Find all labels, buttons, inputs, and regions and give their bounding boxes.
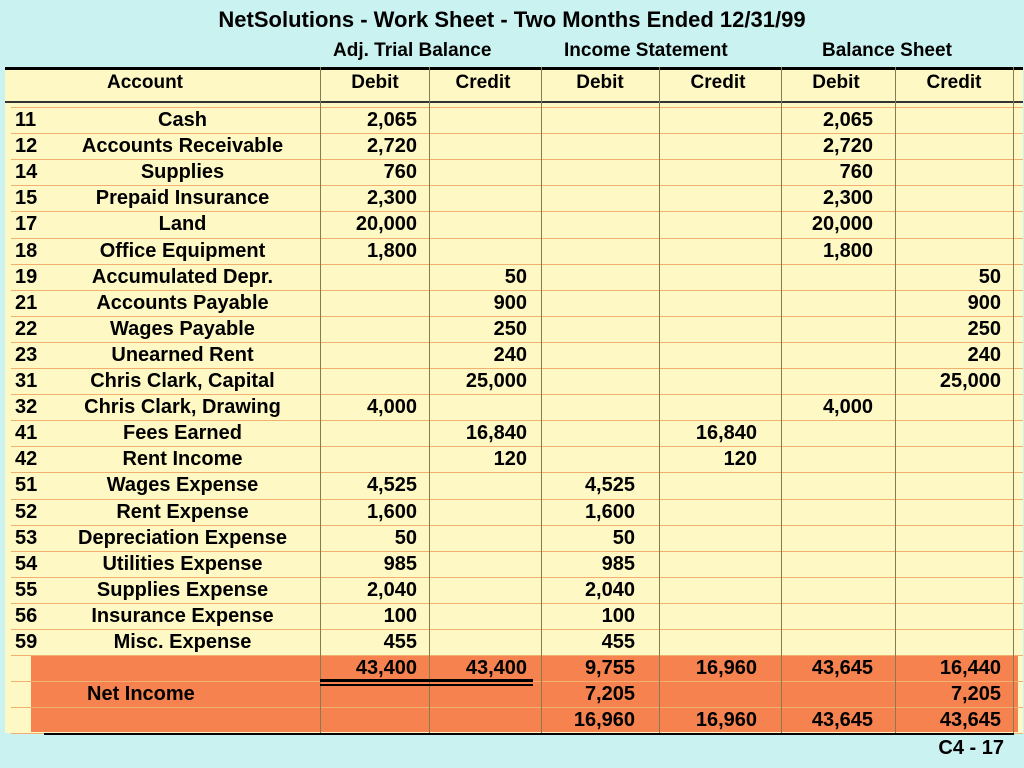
amount-cell: 4,000 bbox=[822, 396, 873, 419]
account-number: 51 bbox=[15, 474, 38, 497]
account-name: Rent Income bbox=[122, 448, 243, 471]
account-name: Misc. Expense bbox=[113, 631, 252, 653]
worksheet-table bbox=[5, 67, 1023, 733]
total-cell: 43,645 bbox=[939, 709, 1001, 732]
totals-label: Net Income bbox=[87, 683, 195, 706]
account-name: Prepaid Insurance bbox=[95, 187, 270, 210]
account-number: 21 bbox=[15, 291, 38, 314]
total-cell: 16,960 bbox=[695, 657, 757, 680]
total-cell: 43,400 bbox=[355, 657, 417, 680]
account-number: 53 bbox=[15, 526, 38, 549]
account-name: Rent Expense bbox=[116, 500, 249, 523]
account-number: 52 bbox=[15, 500, 38, 523]
account-name: Chris Clark, Drawing bbox=[84, 396, 281, 419]
amount-cell: 250 bbox=[967, 317, 1001, 340]
total-cell: 43,645 bbox=[811, 657, 873, 680]
account-name: Wages Expense bbox=[106, 474, 259, 497]
total-cell: 16,960 bbox=[695, 709, 757, 732]
amount-cell: 25,000 bbox=[939, 370, 1001, 392]
account-number: 42 bbox=[15, 448, 38, 471]
amount-cell: 2,065 bbox=[822, 109, 873, 131]
col-header-is-credit: Credit bbox=[690, 72, 746, 93]
column-rule bbox=[659, 67, 660, 733]
total-cell: 9,755 bbox=[584, 657, 635, 680]
amount-cell: 1,600 bbox=[584, 500, 635, 523]
amount-cell: 120 bbox=[493, 448, 527, 471]
account-name: Unearned Rent bbox=[111, 343, 254, 366]
amount-cell: 985 bbox=[601, 552, 635, 575]
amount-cell: 2,720 bbox=[366, 135, 417, 158]
total-cell: 43,400 bbox=[465, 657, 527, 680]
amount-cell: 50 bbox=[978, 265, 1001, 288]
account-name: Cash bbox=[158, 109, 207, 131]
top-rule bbox=[5, 67, 1023, 70]
account-name: Accounts Payable bbox=[96, 291, 269, 314]
total-cell: 43,645 bbox=[811, 709, 873, 732]
amount-cell: 50 bbox=[504, 265, 527, 288]
account-number: 19 bbox=[15, 265, 38, 288]
total-cell: 7,205 bbox=[950, 683, 1001, 706]
amount-cell: 20,000 bbox=[355, 213, 417, 236]
column-rule bbox=[429, 67, 430, 733]
col-header-tb-debit: Debit bbox=[351, 72, 399, 93]
amount-cell: 20,000 bbox=[811, 213, 873, 236]
amount-cell: 4,525 bbox=[584, 474, 635, 497]
total-cell: 16,960 bbox=[573, 709, 635, 732]
amount-cell: 120 bbox=[723, 448, 757, 471]
amount-cell: 2,300 bbox=[366, 187, 417, 210]
col-header-bs-credit: Credit bbox=[926, 72, 982, 93]
col-header-is-debit: Debit bbox=[576, 72, 624, 93]
account-name: Wages Payable bbox=[110, 317, 255, 340]
bottom-rule bbox=[44, 733, 1014, 735]
total-cell: 7,205 bbox=[584, 683, 635, 706]
column-rule bbox=[1013, 67, 1014, 733]
account-number: 56 bbox=[15, 604, 38, 627]
amount-cell: 50 bbox=[612, 526, 635, 549]
amount-cell: 2,065 bbox=[366, 109, 417, 131]
group-header-trial-balance: Adj. Trial Balance bbox=[333, 40, 492, 61]
account-number: 12 bbox=[15, 135, 38, 158]
account-number: 31 bbox=[15, 370, 38, 392]
amount-cell: 4,000 bbox=[366, 396, 417, 419]
amount-cell: 250 bbox=[493, 317, 527, 340]
amount-cell: 900 bbox=[967, 291, 1001, 314]
account-name: Depreciation Expense bbox=[78, 526, 287, 549]
amount-cell: 455 bbox=[383, 631, 417, 653]
account-name: Office Equipment bbox=[99, 239, 266, 262]
col-header-account: Account bbox=[107, 72, 183, 93]
group-header-income-statement: Income Statement bbox=[564, 40, 728, 61]
account-number: 14 bbox=[15, 161, 38, 184]
account-name: Insurance Expense bbox=[91, 604, 274, 627]
amount-cell: 2,300 bbox=[822, 187, 873, 210]
account-name: Supplies bbox=[140, 161, 225, 184]
account-name: Accounts Receivable bbox=[81, 135, 284, 158]
slide-number: C4 - 17 bbox=[938, 737, 1004, 759]
account-name: Chris Clark, Capital bbox=[90, 370, 275, 392]
account-name: Land bbox=[158, 213, 207, 236]
account-number: 15 bbox=[15, 187, 38, 210]
page-title: NetSolutions - Work Sheet - Two Months Ended 12/31/99 bbox=[218, 7, 806, 32]
amount-cell: 100 bbox=[383, 604, 417, 627]
amount-cell: 4,525 bbox=[366, 474, 417, 497]
amount-cell: 2,040 bbox=[366, 578, 417, 601]
account-name: Supplies Expense bbox=[96, 578, 269, 601]
account-number: 54 bbox=[15, 552, 38, 575]
amount-cell: 16,840 bbox=[695, 422, 757, 445]
total-cell: 16,440 bbox=[939, 657, 1001, 680]
amount-cell: 2,720 bbox=[822, 135, 873, 158]
header-rule bbox=[5, 101, 1023, 103]
amount-cell: 985 bbox=[383, 552, 417, 575]
amount-cell: 1,800 bbox=[366, 239, 417, 262]
col-header-bs-debit: Debit bbox=[812, 72, 860, 93]
account-number: 17 bbox=[15, 213, 38, 236]
amount-cell: 900 bbox=[493, 291, 527, 314]
amount-cell: 25,000 bbox=[465, 370, 527, 392]
account-name: Accumulated Depr. bbox=[91, 265, 274, 288]
col-header-tb-credit: Credit bbox=[455, 72, 511, 93]
double-underline bbox=[320, 679, 533, 682]
account-name: Utilities Expense bbox=[102, 552, 263, 575]
account-number: 32 bbox=[15, 396, 38, 419]
amount-cell: 240 bbox=[967, 343, 1001, 366]
account-number: 23 bbox=[15, 343, 38, 366]
amount-cell: 100 bbox=[601, 604, 635, 627]
amount-cell: 760 bbox=[839, 161, 873, 184]
account-number: 11 bbox=[15, 109, 37, 131]
amount-cell: 240 bbox=[493, 343, 527, 366]
amount-cell: 760 bbox=[383, 161, 417, 184]
column-rule bbox=[895, 67, 896, 733]
account-name: Fees Earned bbox=[123, 422, 242, 445]
account-number: 55 bbox=[15, 578, 38, 601]
account-number: 59 bbox=[15, 631, 38, 653]
account-number: 41 bbox=[15, 422, 38, 445]
amount-cell: 2,040 bbox=[584, 578, 635, 601]
amount-cell: 1,800 bbox=[822, 239, 873, 262]
amount-cell: 455 bbox=[601, 631, 635, 653]
amount-cell: 1,600 bbox=[366, 500, 417, 523]
account-number: 18 bbox=[15, 239, 38, 262]
group-header-balance-sheet: Balance Sheet bbox=[822, 40, 952, 61]
account-number: 22 bbox=[15, 317, 38, 340]
amount-cell: 16,840 bbox=[465, 422, 527, 445]
double-underline bbox=[320, 684, 533, 686]
amount-cell: 50 bbox=[394, 526, 417, 549]
